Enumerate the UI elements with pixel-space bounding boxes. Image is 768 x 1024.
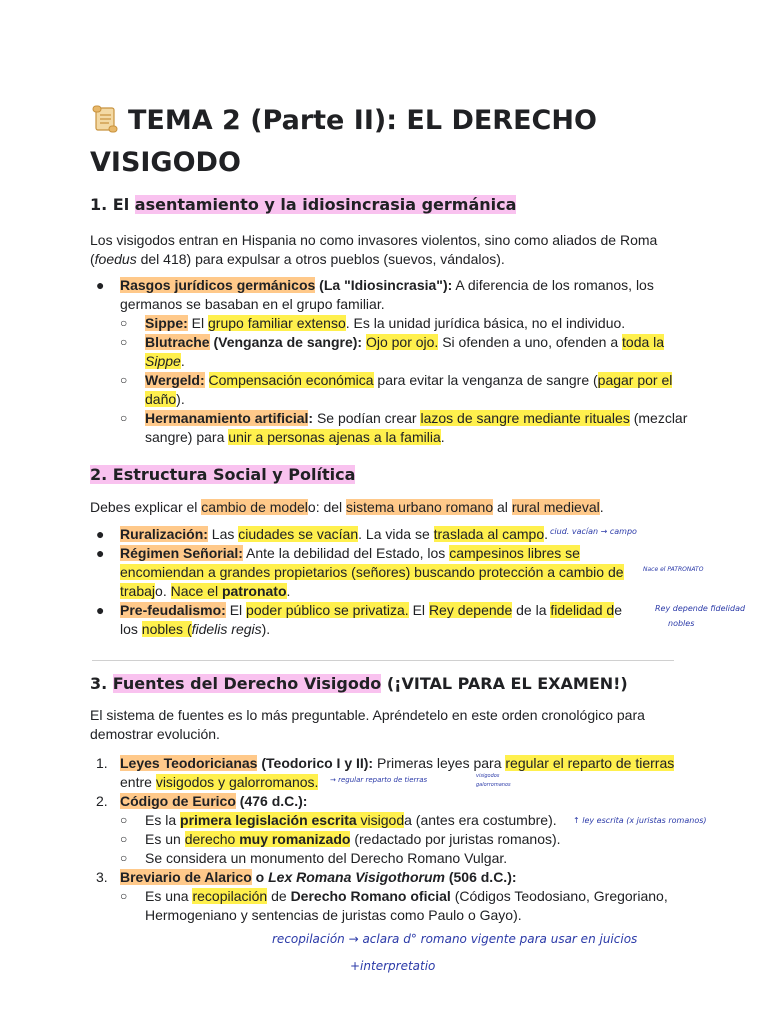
list-item: ○ Se considera un monumento del Derecho Romano Vulgar.: [120, 850, 508, 866]
handwritten-note: visigodos: [476, 773, 500, 779]
handwritten-note: → regular reparto de tierras: [330, 776, 428, 784]
handwritten-note: galorromanos: [476, 782, 511, 788]
list-item: ● Pre-feudalismo: El poder público se privatiza. El Rey depende de la fidelidad de los nobles (fidelis regis).: [96, 602, 622, 637]
list-item: 1. Leyes Teodoricianas (Teodorico I y II): Primeras leyes para regular el reparto de tierras entre visigodos y galorromanos.: [96, 755, 675, 790]
section-2-list: [90, 525, 635, 639]
list-item: 3. Breviario de Alarico o Lex Romana Visigothorum (506 d.C.):: [96, 869, 517, 885]
page-title: [90, 100, 690, 184]
list-item: ○ Wergeld: Compensación económica para evitar la venganza de sangre (pagar por el daño).: [120, 372, 673, 407]
title-text: TEMA 2 (Parte II): EL DERECHO VISIGODO: [90, 105, 597, 178]
scroll-icon: [90, 104, 120, 134]
section-divider: [92, 660, 674, 661]
section-2-heading: 2. Estructura Social y Política: [90, 465, 356, 484]
list-item: ○ Sippe: El grupo familiar extenso. Es la unidad jurídica básica, no el individuo.: [120, 315, 626, 331]
list-item: ○ Hermanamiento artificial: Se podían crear lazos de sangre mediante rituales (mezclar sangre) para unir a personas ajenas a la familia.: [120, 410, 688, 445]
list-item: 2. Código de Eurico (476 d.C.):: [96, 793, 308, 809]
section-3-heading: 3. Fuentes del Derecho Visigodo (¡VITAL PARA EL EXAMEN!): [90, 674, 628, 693]
handwritten-note: Rey depende fidelidad: [655, 604, 746, 613]
list-item: ○ Es un derecho muy romanizado (redactado por juristas romanos).: [120, 831, 561, 847]
section-3-intro: El sistema de fuentes es lo más preguntable. Apréndetelo en este orden cronológico para demostrar evolución.: [90, 707, 645, 742]
document-body: [90, 100, 690, 639]
list-item: ● Rasgos jurídicos germánicos (La "Idiosincrasia"): A diferencia de los romanos, los germanos se basaban en el grupo familiar.: [96, 277, 654, 312]
handwritten-note: nobles: [668, 619, 695, 628]
section-1-heading: 1. El asentamiento y la idiosincrasia germánica: [90, 195, 517, 214]
list-item: ○ Es la primera legislación escrita visigoda (antes era costumbre).: [120, 812, 557, 828]
section-2-intro: Debes explicar el cambio de modelo: del sistema urbano romano al rural medieval.: [90, 499, 604, 515]
list-item: ○ Es una recopilación de Derecho Romano oficial (Códigos Teodosiano, Gregoriano, Hermogeniano y sentencias de juristas como Paulo o Gayo).: [120, 888, 668, 923]
handwritten-note: ciud. vacían → campo: [550, 527, 637, 536]
handwritten-note: recopilación → aclara d° romano vigente para usar en juicios: [272, 932, 638, 946]
handwritten-note: Nace el PATRONATO: [643, 566, 704, 573]
list-item: ● Régimen Señorial: Ante la debilidad del Estado, los campesinos libres se encomiendan a grandes propietarios (señores) buscando protección a cambio de trabajo. Nace el patronato.: [96, 545, 624, 599]
list-item: ● Ruralización: Las ciudades se vacían. La vida se traslada al campo.: [96, 526, 549, 542]
handwritten-note: +interpretatio: [350, 959, 436, 973]
list-item: ○ Blutrache (Venganza de sangre): Ojo por ojo. Si ofenden a uno, ofenden a toda la Sippe.: [120, 334, 665, 369]
section-1-intro: Los visigodos entran en Hispania no como invasores violentos, sino como aliados de Roma (foedus del 418) para expulsar a otros pueblos (suevos, vándalos).: [90, 232, 658, 267]
handwritten-note: ↑ ley escrita (x juristas romanos): [573, 816, 707, 825]
document-body-lower: [90, 673, 690, 925]
section-1-list: [90, 276, 690, 447]
